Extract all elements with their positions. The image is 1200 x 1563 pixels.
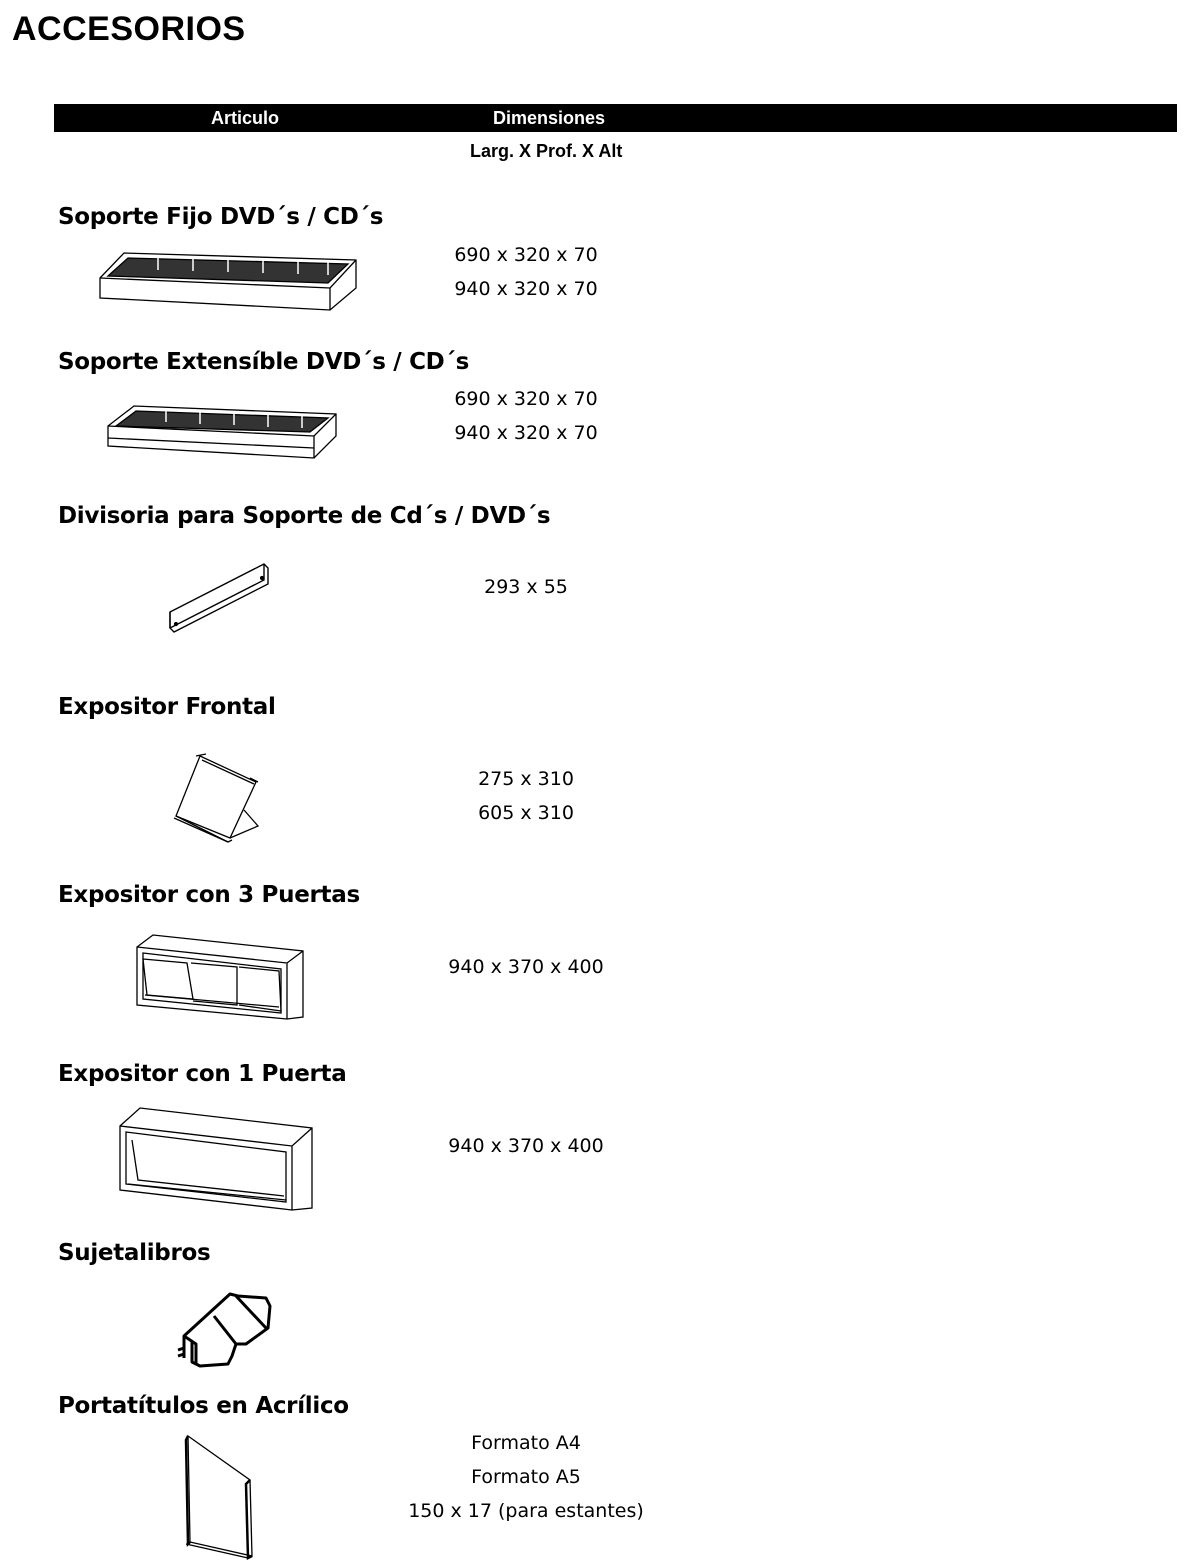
bookend-wire-icon xyxy=(174,1286,274,1372)
item-title: Expositor con 3 Puertas xyxy=(58,882,360,908)
dimension-value: 940 x 370 x 400 xyxy=(448,956,604,978)
three-door-cabinet-icon xyxy=(135,933,305,1021)
dimension-value: Formato A5 xyxy=(471,1466,581,1488)
dvd-rack-icon xyxy=(98,250,360,312)
extendable-dvd-rack-icon xyxy=(104,402,342,462)
item-dimensions xyxy=(396,382,656,450)
item-title: Divisoria para Soporte de Cd´s / DVD´s xyxy=(58,503,551,529)
acrylic-sign-holder-icon xyxy=(184,1432,256,1558)
item-dimensions xyxy=(396,950,656,984)
item-dimensions xyxy=(396,1426,656,1528)
item-dimensions xyxy=(396,762,656,830)
item-title: Expositor Frontal xyxy=(58,694,276,720)
dimension-value: 605 x 310 xyxy=(478,802,574,824)
dimension-value: 690 x 320 x 70 xyxy=(454,244,598,266)
item-dimensions xyxy=(396,570,656,604)
dimension-value: 150 x 17 (para estantes) xyxy=(408,1500,644,1522)
item-title: Soporte Fijo DVD´s / CD´s xyxy=(58,204,384,230)
item-title: Sujetalibros xyxy=(58,1240,211,1266)
column-header-article: Articulo xyxy=(211,108,280,128)
dimensions-units: Larg. X Prof. X Alt xyxy=(470,141,623,161)
front-display-stand-icon xyxy=(170,754,264,846)
item-dimensions xyxy=(396,1129,656,1163)
dimension-value: 940 x 370 x 400 xyxy=(448,1135,604,1157)
table-header xyxy=(54,104,1177,132)
page-title: ACCESORIOS xyxy=(12,10,246,48)
item-title: Expositor con 1 Puerta xyxy=(58,1061,347,1087)
dimension-value: 690 x 320 x 70 xyxy=(454,388,598,410)
item-title: Portatítulos en Acrílico xyxy=(58,1393,349,1419)
dimension-value: 293 x 55 xyxy=(484,576,568,598)
column-header-dimensions: Dimensiones xyxy=(493,108,606,128)
dimension-value: 275 x 310 xyxy=(478,768,574,790)
divider-panel-icon xyxy=(166,560,272,634)
dimension-value: 940 x 320 x 70 xyxy=(454,278,598,300)
item-dimensions xyxy=(396,238,656,306)
dimension-value: 940 x 320 x 70 xyxy=(454,422,598,444)
item-title: Soporte Extensíble DVD´s / CD´s xyxy=(58,349,470,375)
dimension-value: Formato A4 xyxy=(471,1432,581,1454)
one-door-cabinet-icon xyxy=(118,1106,316,1210)
